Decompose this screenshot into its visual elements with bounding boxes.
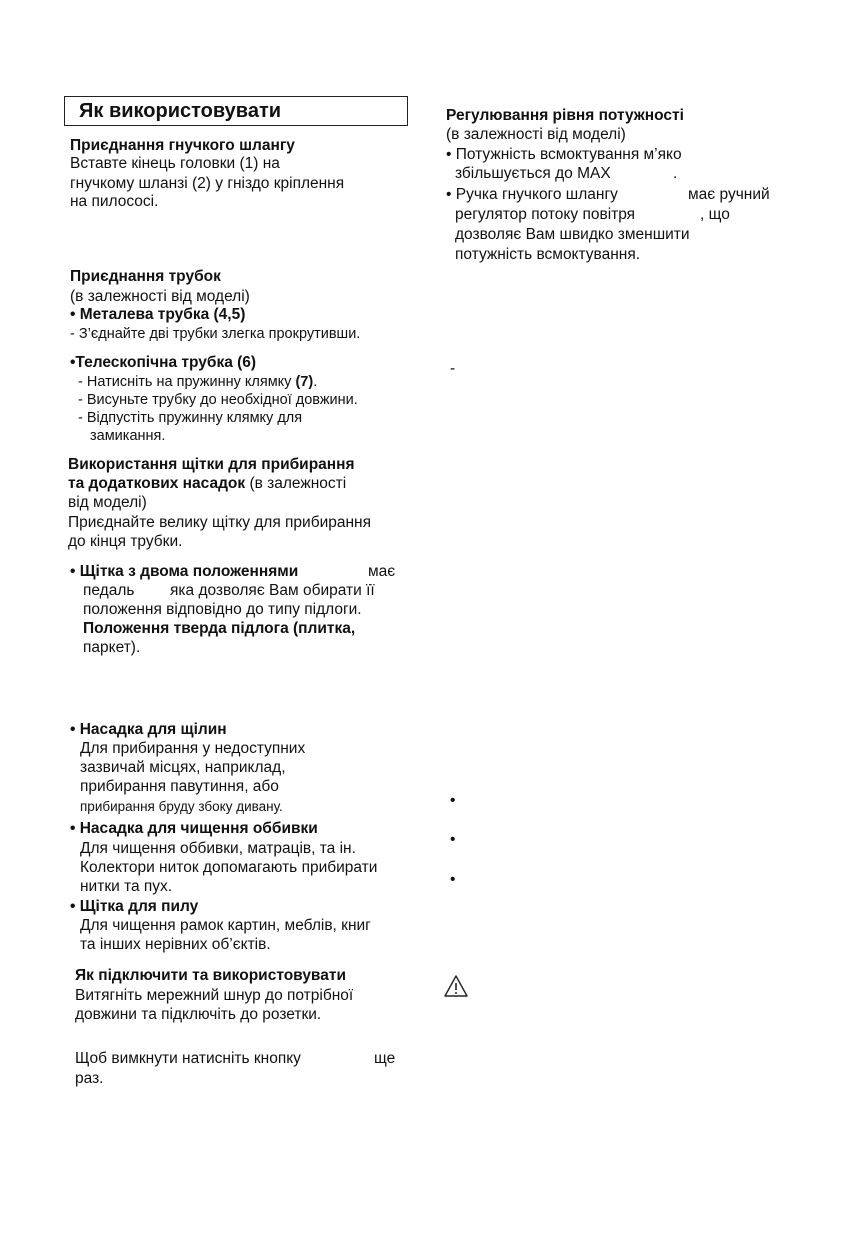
power-bullet-2-text: має ручний — [688, 186, 770, 203]
power-bullet-2: • Ручка гнучкого шлангу — [446, 186, 618, 203]
connect-line: Витягніть мережний шнур до потрібної — [75, 987, 354, 1004]
brush-heading-2: та додаткових насадок (в залежності — [68, 475, 347, 492]
section-title: Як використовувати — [79, 100, 282, 122]
warning-triangle-icon — [443, 974, 469, 998]
crevice-tool-line: прибирання бруду збоку дивану. — [80, 799, 283, 814]
crevice-tool-line: зазвичай місцях, наприклад, — [80, 759, 286, 776]
telescopic-step-1: - Натисніть на пружинну клямку (7). — [78, 374, 318, 390]
upholstery-tool-line: Колектори ниток допомагають прибирати — [80, 859, 378, 876]
stray-bullet: • — [450, 831, 456, 848]
stray-bullet: • — [450, 792, 456, 809]
switch-off-line-end: ще — [374, 1050, 396, 1067]
hose-line: гнучкому шланзі (2) у гніздо кріплення — [70, 175, 345, 192]
hard-floor-position: Положення тверда підлога (плитка, — [83, 620, 356, 637]
two-position-text: яка дозволяє Вам обирати її — [170, 582, 375, 599]
dust-brush-line: та інших нерівних об’єктів. — [80, 936, 271, 953]
hose-heading: Приєднання гнучкого шлангу — [70, 137, 295, 154]
hose-line: Вставте кінець головки (1) на — [70, 155, 280, 172]
power-bullet-2-cont-end: , що — [700, 206, 730, 223]
upholstery-tool-heading: • Насадка для чищення оббивки — [70, 820, 318, 837]
tubes-heading: Приєднання трубок — [70, 268, 221, 285]
hose-line: на пилососі. — [70, 193, 159, 210]
power-bullet-2-cont: потужність всмоктування. — [455, 246, 641, 263]
stray-bullet: • — [450, 871, 456, 888]
switch-off-line: Щоб вимкнути натисніть кнопку — [75, 1050, 301, 1067]
metal-tube-line: - З’єднайте дві трубки злегка прокрутивши. — [70, 326, 361, 342]
power-heading: Регулювання рівня потужності — [446, 107, 684, 124]
two-position-brush-heading: • Щітка з двома положеннями — [70, 563, 299, 580]
hard-floor-position-cont: паркет). — [83, 639, 141, 656]
telescopic-step-3: - Відпустіть пружинну клямку для — [78, 410, 303, 426]
crevice-tool-heading: • Насадка для щілин — [70, 721, 227, 738]
power-bullet-1-cont: збільшується до MAX — [455, 165, 611, 182]
power-bullet-2-cont: регулятор потоку повітря — [455, 206, 636, 223]
brush-model-note: від моделі) — [68, 494, 147, 511]
stray-dash: - — [450, 360, 456, 377]
power-bullet-1-end: . — [673, 165, 678, 182]
crevice-tool-line: Для прибирання у недоступних — [80, 740, 306, 757]
power-bullet-1: • Потужність всмоктування м’яко — [446, 146, 682, 163]
two-position-pedal: педаль — [83, 582, 135, 599]
section-title-box — [64, 96, 408, 126]
brush-line: Приєднайте велику щітку для прибирання — [68, 514, 371, 531]
dust-brush-heading: • Щітка для пилу — [70, 898, 199, 915]
two-position-text: положення відповідно до типу підлоги. — [83, 601, 362, 618]
brush-line: до кінця трубки. — [68, 533, 183, 550]
upholstery-tool-line: нитки та пух. — [80, 878, 173, 895]
two-position-brush-text: має — [368, 563, 396, 580]
connect-line: довжини та підключіть до розетки. — [75, 1006, 322, 1023]
tubes-model-note: (в залежності від моделі) — [70, 288, 250, 305]
switch-off-line-2: раз. — [75, 1070, 104, 1087]
power-model-note: (в залежності від моделі) — [446, 126, 626, 143]
metal-tube-heading: • Металева трубка (4,5) — [70, 306, 246, 323]
crevice-tool-line: прибирання павутиння, або — [80, 778, 279, 795]
upholstery-tool-line: Для чищення оббивки, матраців, та ін. — [80, 840, 356, 857]
telescopic-step-3-cont: замикання. — [90, 428, 166, 444]
telescopic-step-2: - Висуньте трубку до необхідної довжини. — [78, 392, 358, 408]
dust-brush-line: Для чищення рамок картин, меблів, книг — [80, 917, 371, 934]
brush-heading: Використання щітки для прибирання — [68, 456, 355, 473]
power-bullet-2-cont: дозволяє Вам швидко зменшити — [455, 226, 690, 243]
telescopic-tube-heading: •Телескопічна трубка (6) — [70, 354, 257, 371]
connect-heading: Як підключити та використовувати — [75, 967, 347, 984]
